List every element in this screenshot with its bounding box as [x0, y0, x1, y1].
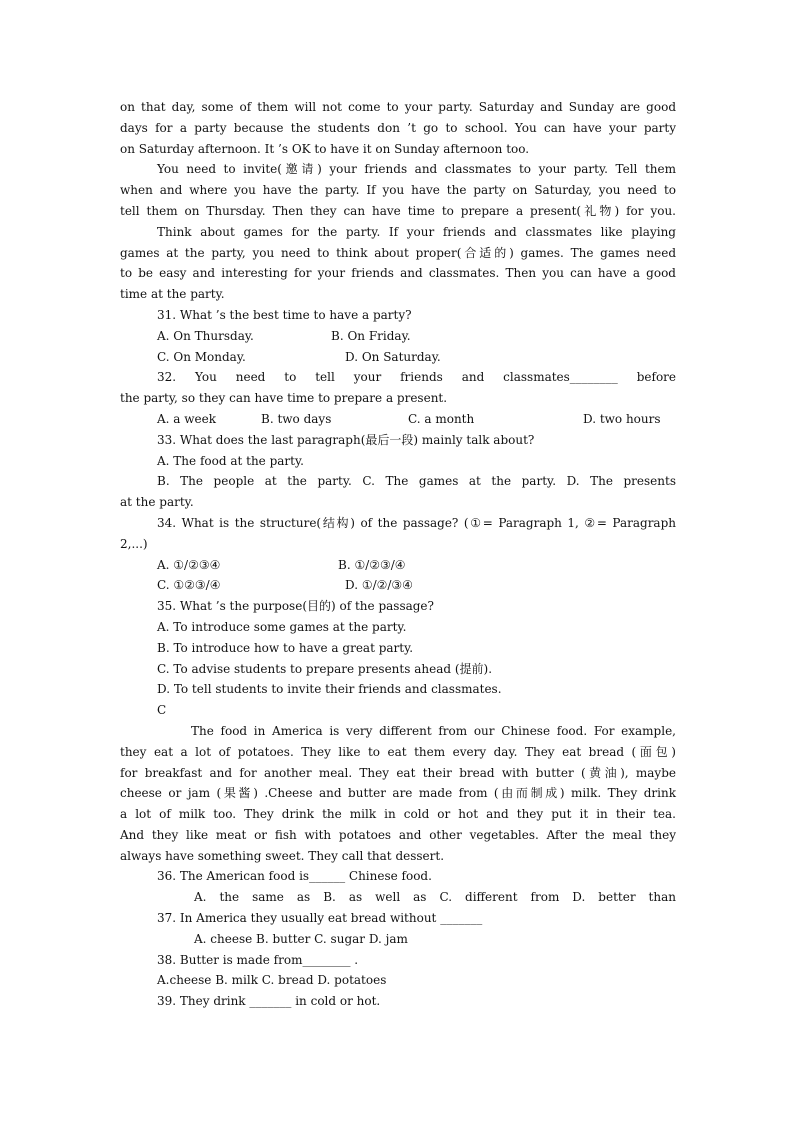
passage-line: to be easy and interesting for your friends and classmates. Then you can have a good [120, 266, 676, 281]
option-d[interactable]: D. On Saturday. [345, 349, 441, 364]
passage-line: days for a party because the students don ’t go to school. You can have your party [120, 120, 676, 135]
option-a[interactable]: A. ①/②③④ [157, 557, 221, 572]
passage-line: always have something sweet. They call that dessert. [120, 848, 445, 863]
option-c[interactable]: C. a month [408, 411, 475, 426]
question-31-options-row1 [120, 326, 676, 347]
question-38: 38. Butter is made from________ . [157, 952, 359, 967]
passage-line: Think about games for the party. If your friends and classmates like playing [157, 224, 676, 239]
question-33: 33. What does the last paragraph(最后一段) mainly talk about? [157, 432, 535, 447]
option-a[interactable]: A. The food at the party. [157, 453, 304, 468]
passage-b [120, 97, 676, 305]
question-34-options-row2 [120, 575, 676, 596]
option-c[interactable]: C. On Monday. [157, 349, 246, 364]
option-d[interactable]: D. To tell students to invite their friends and classmates. [157, 682, 502, 697]
passage-line: time at the party. [120, 287, 225, 302]
option-b[interactable]: B. On Friday. [331, 328, 411, 343]
question-33-options[interactable]: B. The people at the party. C. The games at the party. D. The presents [157, 474, 676, 489]
passage-line: games at the party, you need to think about proper(合适的) games. The games need [120, 245, 676, 260]
question-32-cont: the party, so they can have time to prepare a present. [120, 391, 448, 406]
section-label: C [157, 703, 167, 718]
option-c[interactable]: C. ①②③/④ [157, 578, 221, 593]
passage-line: cheese or jam (果酱) .Cheese and butter are made from (由而制成) milk. They drink [120, 786, 676, 801]
question-36: 36. The American food is______ Chinese food. [157, 869, 432, 884]
questions-c [120, 866, 676, 1012]
passage-c [120, 721, 676, 867]
passage-line: on Saturday afternoon. It ’s OK to have it on Sunday afternoon too. [120, 141, 530, 156]
question-32-options [120, 409, 676, 430]
question-33-cont: at the party. [120, 495, 194, 510]
passage-line: on that day, some of them will not come to your party. Saturday and Sunday are good [120, 100, 676, 114]
option-c[interactable]: C. To advise students to prepare presents ahead (提前). [157, 661, 493, 676]
question-36-options[interactable]: A. the same as B. as well as C. different from D. better than [194, 890, 676, 905]
passage-line: tell them on Thursday. Then they can have time to prepare a present(礼物) for you. [120, 203, 676, 218]
option-a[interactable]: A. To introduce some games at the party. [157, 619, 407, 634]
question-31: 31. What ’s the best time to have a party? [157, 307, 412, 322]
option-b[interactable]: B. To introduce how to have a great party. [157, 640, 414, 655]
question-37-options[interactable]: A. cheese B. butter C. sugar D. jam [194, 931, 408, 946]
option-d[interactable]: D. two hours [583, 411, 661, 426]
passage-line: for breakfast and for another meal. They eat their bread with butter (黄油), maybe [120, 765, 676, 780]
question-31-options-row2 [120, 347, 676, 368]
passage-line: a lot of milk too. They drink the milk in cold or hot and they put it in their tea. [120, 807, 676, 822]
questions-b [120, 305, 676, 700]
option-b[interactable]: B. two days [261, 411, 332, 426]
question-35: 35. What ’s the purpose(目的) of the passage? [157, 599, 434, 614]
exam-page [120, 97, 676, 1012]
passage-line: when and where you have the party. If you have the party on Saturday, you need to [120, 183, 676, 198]
question-37: 37. In America they usually eat bread without _______ [157, 911, 483, 926]
option-d[interactable]: D. ①/②/③④ [345, 578, 413, 593]
question-34-cont: 2,...) [120, 536, 148, 551]
question-32: 32. You need to tell your friends and classmates________ before [157, 370, 676, 385]
option-a[interactable]: A. On Thursday. [157, 328, 254, 343]
passage-line: they eat a lot of potatoes. They like to eat them every day. They eat bread (面包) [120, 744, 676, 759]
question-34: 34. What is the structure(结构) of the passage? (①= Paragraph 1, ②= Paragraph [157, 515, 676, 530]
passage-line: And they like meat or fish with potatoes and other vegetables. After the meal they [120, 827, 676, 842]
question-34-options-row1 [120, 555, 676, 576]
question-38-options[interactable]: A.cheese B. milk C. bread D. potatoes [157, 973, 387, 988]
question-39: 39. They drink _______ in cold or hot. [157, 994, 381, 1009]
passage-line: The food in America is very different from our Chinese food. For example, [191, 723, 676, 738]
option-b[interactable]: B. ①/②③/④ [338, 557, 406, 572]
option-a[interactable]: A. a week [157, 411, 217, 426]
passage-line: You need to invite(邀请) your friends and classmates to your party. Tell them [157, 162, 676, 177]
